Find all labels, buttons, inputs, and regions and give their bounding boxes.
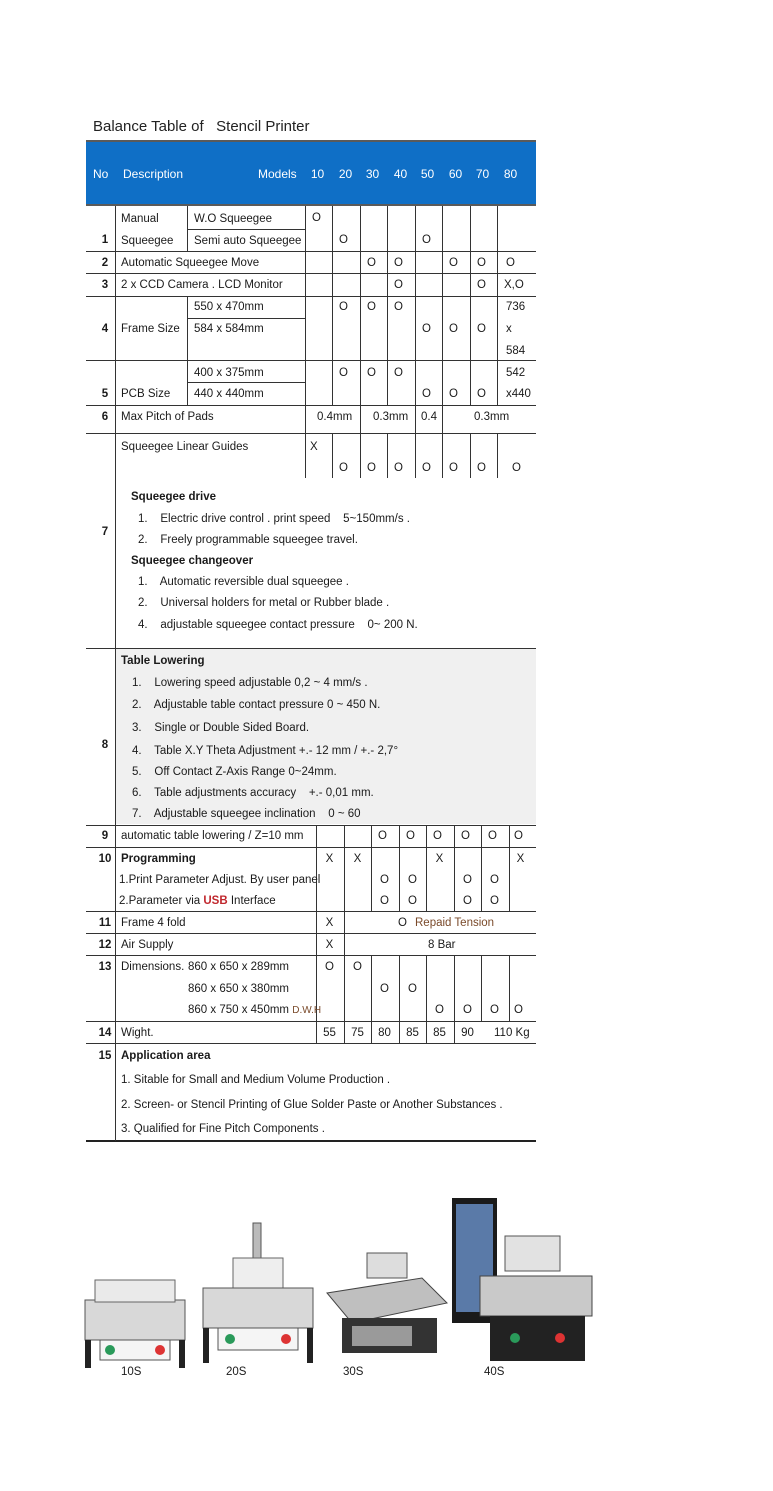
row-number: 1: [101, 234, 109, 246]
row-number: 6: [101, 411, 109, 423]
row-number: 14: [98, 1027, 112, 1039]
row-description: Frame 4 fold: [121, 917, 186, 929]
cell: O: [490, 874, 499, 886]
row-5-sub: 400 x 375mm: [194, 367, 264, 379]
usb-text-after: Interface: [227, 895, 276, 907]
divider: [86, 955, 536, 956]
table-title: Balance Table of Stencil Printer: [93, 118, 310, 135]
row-5-sub: 440 x 440mm: [194, 388, 264, 400]
cell: O: [378, 830, 387, 842]
divider: [187, 206, 188, 251]
row-description: 1.Print Parameter Adjust. By user panel: [119, 874, 321, 886]
cell: X: [435, 853, 444, 865]
divider: [86, 1043, 536, 1044]
divider: [497, 206, 498, 405]
cell: O: [367, 367, 376, 379]
row-number: 15: [98, 1050, 112, 1062]
cell: 736: [506, 301, 526, 313]
list-item: 3. Single or Double Sided Board.: [132, 722, 310, 734]
machine-label-30s: 30S: [343, 1366, 364, 1378]
cell: 542: [506, 367, 526, 379]
row-1-sub: W.O Squeegee: [194, 213, 272, 225]
list-item: 5. Off Contact Z-Axis Range 0~24mm.: [132, 766, 337, 778]
divider: [344, 825, 345, 911]
header-models: Models: [258, 167, 297, 181]
divider: [344, 911, 345, 955]
row-description: PCB Size: [121, 388, 171, 400]
list-item: 2. Universal holders for metal or Rubber blade .: [138, 597, 390, 609]
cell: O: [449, 323, 458, 335]
list-item: 1. Lowering speed adjustable 0,2 ~ 4 mm/s .: [132, 677, 368, 689]
dimension-value: [188, 1003, 321, 1018]
row-description: Air Supply: [121, 939, 174, 951]
dimension-value: 860 x 650 x 380mm: [188, 983, 290, 995]
cell: O: [490, 895, 499, 907]
cell: O: [490, 1004, 499, 1016]
cell: O: [325, 961, 334, 973]
cell: 80: [378, 1027, 391, 1039]
cell: O: [488, 830, 497, 842]
list-item: 2. Freely programmable squeegee travel.: [138, 534, 358, 546]
cell: 110 Kg: [494, 1027, 530, 1039]
cell: X: [325, 939, 334, 951]
model-70: 70: [475, 167, 490, 181]
list-item: 3. Qualified for Fine Pitch Components .: [121, 1123, 325, 1135]
cell: O: [422, 388, 431, 400]
row-number: 10: [98, 853, 112, 865]
divider: [470, 206, 471, 405]
cell: O: [394, 279, 403, 291]
list-item: 1. Electric drive control . print speed 5~150mm/s .: [138, 513, 410, 525]
cell: O: [422, 462, 431, 474]
row-number: 5: [101, 388, 109, 400]
row-number: 7: [101, 526, 109, 538]
header-no: No: [93, 167, 109, 181]
cell: O: [408, 983, 417, 995]
cell: O: [477, 388, 486, 400]
row-number: 8: [101, 739, 109, 751]
row-number: 4: [101, 323, 109, 335]
header-description: Description: [123, 167, 184, 181]
model-40: 40: [393, 167, 408, 181]
cell: O: [422, 323, 431, 335]
row-number: 2: [101, 257, 109, 269]
machine-label-40s: 40S: [484, 1366, 505, 1378]
cell: O: [408, 874, 417, 886]
cell: x: [506, 323, 512, 335]
model-20: 20: [338, 167, 353, 181]
row-1-sub: Semi auto Squeegee: [194, 235, 302, 247]
cell: O: [435, 1004, 444, 1016]
divider: [305, 206, 306, 433]
list-item: 4. Table X.Y Theta Adjustment +.- 12 mm / +.- 2,7°: [132, 745, 399, 757]
cell: O: [367, 462, 376, 474]
model-50: 50: [420, 167, 435, 181]
divider: [497, 433, 498, 478]
table-bottom-border: [86, 1140, 536, 1142]
divider: [86, 1021, 536, 1022]
row-description: [119, 894, 276, 908]
list-item: 1. Sitable for Small and Medium Volume Production .: [121, 1074, 391, 1086]
cell: O: [380, 874, 389, 886]
divider: [86, 273, 536, 274]
cell: O: [339, 234, 348, 246]
divider: [86, 251, 536, 252]
divider: [360, 405, 361, 433]
row-description: Dimensions.: [121, 961, 185, 973]
cell: O: [353, 961, 362, 973]
cell: X: [516, 853, 525, 865]
list-item: 4. adjustable squeegee contact pressure 0~ 200 N.: [138, 619, 418, 631]
section-heading: Squeegee changeover: [131, 555, 254, 567]
list-item: 1. Automatic reversible dual squeegee .: [138, 576, 349, 588]
divider: [86, 911, 536, 912]
cell: O: [406, 830, 415, 842]
cell: 0.3mm: [373, 411, 409, 423]
cell: O: [408, 895, 417, 907]
cell: O: [422, 234, 431, 246]
cell: O: [506, 257, 515, 269]
cell: O: [461, 830, 470, 842]
cell: X: [353, 853, 362, 865]
cell: X,O: [504, 279, 524, 291]
cell: O: [463, 895, 472, 907]
row-description: Wight.: [121, 1027, 154, 1039]
machine-label-10s: 10S: [121, 1366, 142, 1378]
stencil-printer-10s-image: [80, 1270, 192, 1370]
row-number: 12: [98, 939, 112, 951]
cell: O: [512, 462, 521, 474]
divider: [187, 296, 188, 405]
divider: [115, 206, 116, 1141]
cell: 85: [433, 1027, 446, 1039]
divider: [86, 847, 536, 848]
model-10: 10: [310, 167, 325, 181]
cell: O: [477, 462, 486, 474]
dwh-note: D.W.H: [292, 1005, 322, 1016]
row-description: Squeegee Linear Guides: [121, 441, 249, 453]
row-description: automatic table lowering / Z=10 mm: [121, 830, 304, 842]
section-heading: Table Lowering: [121, 655, 205, 667]
list-item: 6. Table adjustments accuracy +.- 0,01 mm.: [132, 787, 374, 799]
row-number: 13: [98, 961, 112, 973]
cell: O: [514, 830, 523, 842]
cell: 75: [351, 1027, 364, 1039]
cell: O: [433, 830, 442, 842]
table-header: [86, 140, 536, 206]
divider: [86, 296, 536, 297]
cell: O: [367, 257, 376, 269]
cell: O: [449, 388, 458, 400]
cell: 584: [506, 345, 526, 357]
model-30: 30: [365, 167, 380, 181]
stencil-printer-40s-image: [450, 1196, 596, 1381]
divider: [86, 433, 536, 434]
cell: O: [514, 1004, 523, 1016]
stencil-printer-30s-image: [322, 1248, 450, 1363]
cell: O: [339, 367, 348, 379]
cell: O: [463, 1004, 472, 1016]
cell: O: [312, 212, 321, 224]
cell: X: [310, 441, 318, 453]
row-4-sub: 584 x 584mm: [194, 323, 264, 335]
cell: 0.4mm: [317, 411, 353, 423]
list-item: 2. Screen- or Stencil Printing of Glue Solder Paste or Another Substances .: [121, 1099, 503, 1111]
usb-text: USB: [203, 895, 228, 907]
model-80: 80: [503, 167, 518, 181]
row-4-sub: 550 x 470mm: [194, 301, 264, 313]
row-description: 2 x CCD Camera . LCD Monitor: [121, 279, 283, 291]
cell: O: [339, 301, 348, 313]
model-60: 60: [448, 167, 463, 181]
list-item: 7. Adjustable squeegee inclination 0 ~ 60: [132, 808, 361, 820]
divider: [187, 229, 305, 230]
cell: O: [394, 257, 403, 269]
section-heading: Programming: [121, 853, 196, 865]
cell: O: [463, 874, 472, 886]
cell: O: [477, 279, 486, 291]
cell: O: [394, 462, 403, 474]
row-description: Frame Size: [121, 323, 180, 335]
divider: [86, 825, 536, 826]
divider: [316, 825, 317, 911]
repaid-tension-note: Repaid Tension: [415, 917, 495, 929]
cell: O: [380, 895, 389, 907]
cell: 90: [461, 1027, 474, 1039]
cell: O: [367, 301, 376, 313]
machine-label-20s: 20S: [226, 1366, 247, 1378]
row-number: 9: [101, 830, 109, 842]
row-number: 11: [98, 917, 112, 929]
section-heading: Squeegee drive: [131, 491, 217, 503]
divider: [305, 433, 306, 478]
cell: O: [477, 257, 486, 269]
row-description: Max Pitch of Pads: [121, 411, 214, 423]
cell: O: [449, 257, 458, 269]
cell: X: [325, 917, 334, 929]
cell: O: [477, 323, 486, 335]
cell: 0.4: [421, 411, 437, 423]
cell: O: [398, 917, 407, 929]
section-heading: Application area: [121, 1050, 211, 1062]
dimension-value: 860 x 650 x 289mm: [188, 961, 290, 973]
cell: 0.3mm: [474, 411, 510, 423]
cell: O: [449, 462, 458, 474]
cell: x440: [506, 388, 531, 400]
divider: [86, 360, 536, 361]
divider: [86, 648, 536, 649]
row-description: Automatic Squeegee Move: [121, 257, 260, 269]
cell: O: [394, 367, 403, 379]
row-number: 3: [101, 279, 109, 291]
cell: 85: [406, 1027, 419, 1039]
row-1-label: Squeegee: [121, 235, 174, 247]
cell: O: [394, 301, 403, 313]
stencil-printer-20s-image: [198, 1218, 320, 1370]
list-item: 2. Adjustable table contact pressure 0 ~ 450 N.: [132, 699, 381, 711]
cell: O: [380, 983, 389, 995]
cell: 55: [323, 1027, 336, 1039]
divider: [86, 405, 536, 406]
divider: [187, 382, 305, 383]
divider: [86, 933, 536, 934]
cell: X: [325, 853, 334, 865]
cell: 8 Bar: [428, 939, 456, 951]
cell: O: [339, 462, 348, 474]
dimension-text: 860 x 750 x 450mm: [188, 1004, 290, 1016]
usb-text-before: 2.Parameter via: [119, 895, 204, 907]
divider: [187, 318, 305, 319]
row-1-label: Manual: [121, 213, 159, 225]
